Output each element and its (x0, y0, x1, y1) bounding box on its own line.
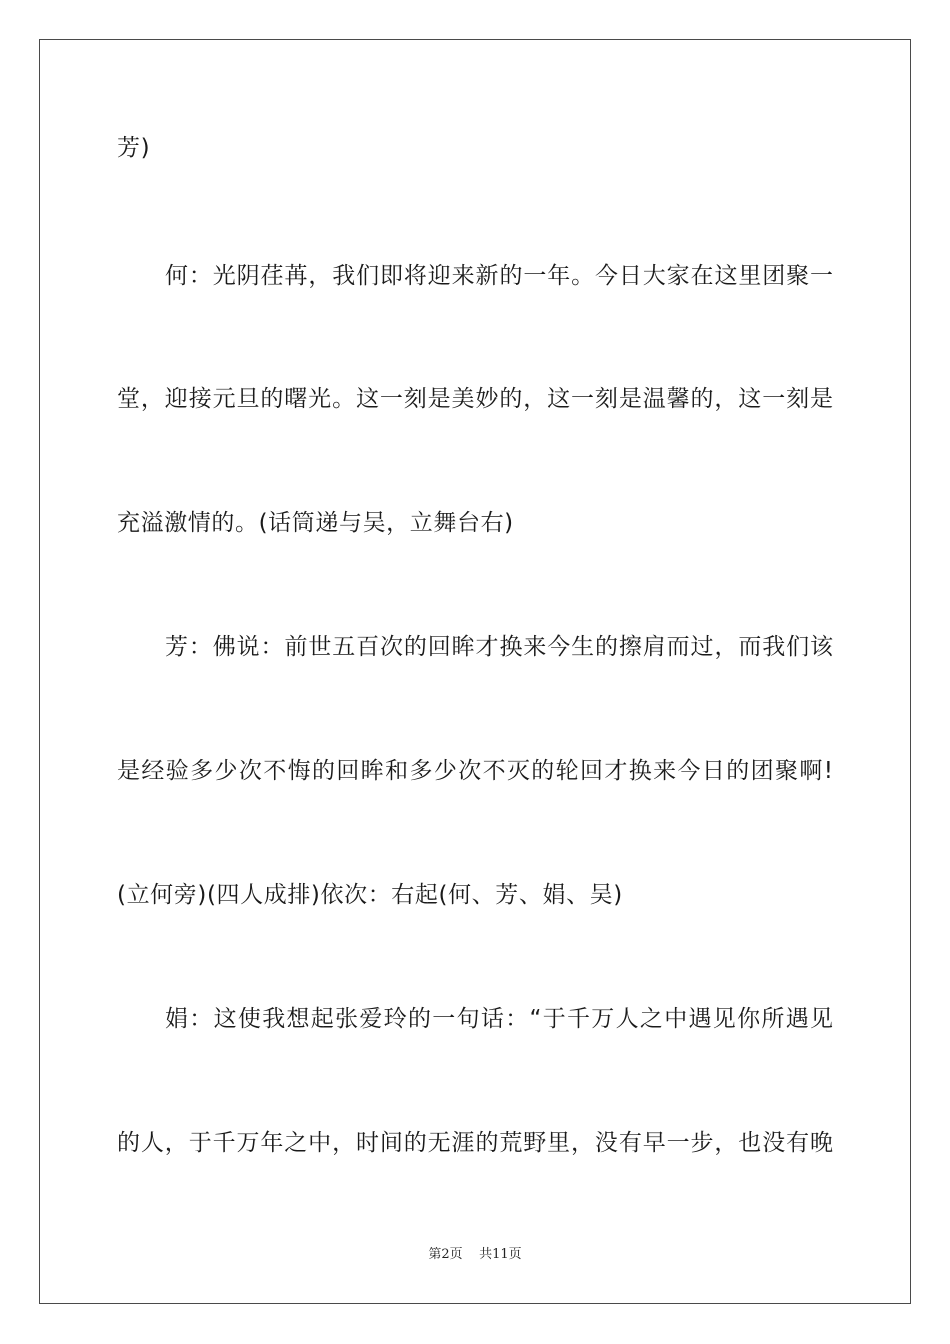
page-number: 第2页 (428, 1247, 463, 1262)
text-line-7: (立何旁)(四人成排)依次：右起(何、芳、娟、吴) (117, 882, 623, 908)
text-line-1: 芳) (117, 135, 151, 161)
text-line-8: 娟：这使我想起张爱玲的一句话：“于千万人之中遇见你所遇见 (165, 1006, 833, 1032)
page-border (39, 39, 911, 1304)
text-line-3: 堂，迎接元旦的曙光。这一刻是美妙的，这一刻是温馨的，这一刻是 (117, 386, 833, 412)
text-line-9: 的人，于千万年之中，时间的无涯的荒野里，没有早一步，也没有晚 (117, 1130, 833, 1156)
text-line-4: 充溢激情的。(话筒递与吴，立舞台右) (117, 510, 514, 536)
text-line-2: 何：光阴荏苒，我们即将迎来新的一年。今日大家在这里团聚一 (165, 263, 833, 289)
text-line-6: 是经验多少次不悔的回眸和多少次不灭的轮回才换来今日的团聚啊! (117, 758, 833, 784)
page-footer (0, 1246, 950, 1264)
page-total: 共11页 (479, 1247, 522, 1262)
text-line-5: 芳：佛说：前世五百次的回眸才换来今生的擦肩而过，而我们该 (165, 634, 833, 660)
